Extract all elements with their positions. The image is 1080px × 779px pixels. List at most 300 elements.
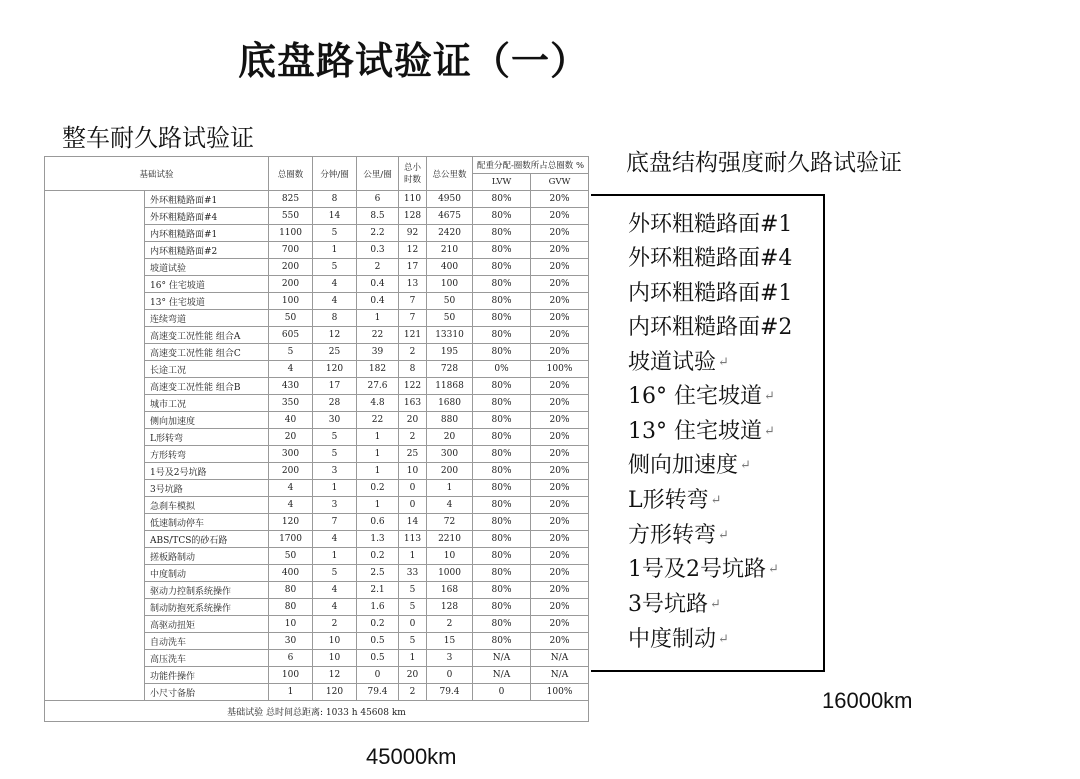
- cell-lvw: 80%: [473, 378, 531, 395]
- cell-total: 728: [427, 361, 473, 378]
- cell-hours: 2: [399, 344, 427, 361]
- test-table: [44, 156, 589, 722]
- cell-name: 急刹车模拟: [145, 497, 269, 514]
- cell-lvw: 80%: [473, 548, 531, 565]
- cell-laps: 4: [269, 480, 313, 497]
- cell-min: 5: [313, 225, 357, 242]
- cell-min: 12: [313, 667, 357, 684]
- cell-hours: 14: [399, 514, 427, 531]
- cell-min: 120: [313, 684, 357, 701]
- table-row: [45, 565, 589, 582]
- cell-min: 4: [313, 293, 357, 310]
- cell-laps: 4: [269, 361, 313, 378]
- cell-lvw: 80%: [473, 446, 531, 463]
- row-group-cell: [45, 514, 145, 531]
- chassis-test-label: L形转弯: [628, 488, 709, 514]
- chassis-test-list-box: [591, 194, 825, 672]
- cell-name: 侧向加速度: [145, 412, 269, 429]
- cell-laps: 1100: [269, 225, 313, 242]
- table-row: [45, 463, 589, 480]
- cell-total: 210: [427, 242, 473, 259]
- cell-total: 10: [427, 548, 473, 565]
- cell-total: 15: [427, 633, 473, 650]
- row-group-cell: [45, 361, 145, 378]
- cell-laps: 80: [269, 599, 313, 616]
- header-km-per-lap: 公里/圈: [357, 157, 399, 191]
- cell-total: 128: [427, 599, 473, 616]
- cell-km: 1: [357, 429, 399, 446]
- cell-hours: 17: [399, 259, 427, 276]
- cell-km: 22: [357, 327, 399, 344]
- cell-lvw: 80%: [473, 616, 531, 633]
- cell-min: 8: [313, 310, 357, 327]
- row-group-cell: [45, 208, 145, 225]
- cell-km: 0.5: [357, 650, 399, 667]
- cell-hours: 113: [399, 531, 427, 548]
- cell-km: 1: [357, 463, 399, 480]
- table-row: [45, 446, 589, 463]
- cell-min: 1: [313, 242, 357, 259]
- cell-name: 1号及2号坑路: [145, 463, 269, 480]
- cell-gvw: 20%: [531, 599, 589, 616]
- cell-total: 200: [427, 463, 473, 480]
- row-group-cell: [45, 344, 145, 361]
- cell-lvw: 80%: [473, 310, 531, 327]
- header-min-per-lap: 分钟/圈: [313, 157, 357, 191]
- cell-hours: 33: [399, 565, 427, 582]
- cell-gvw: 20%: [531, 412, 589, 429]
- cell-lvw: 80%: [473, 208, 531, 225]
- chassis-test-label: 内环粗糙路面#1: [628, 280, 793, 306]
- cell-total: 1680: [427, 395, 473, 412]
- cell-gvw: 20%: [531, 242, 589, 259]
- cell-total: 195: [427, 344, 473, 361]
- row-group-cell: [45, 191, 145, 208]
- table-summary: 基础试验 总时间总距离: 1033 h 45608 km: [45, 701, 589, 722]
- cell-min: 120: [313, 361, 357, 378]
- cell-laps: 1: [269, 684, 313, 701]
- cell-total: 4675: [427, 208, 473, 225]
- table-row: [45, 429, 589, 446]
- page-title: 底盘路试验证（一）: [238, 39, 590, 83]
- header-group: 基础试验: [45, 157, 269, 191]
- table-row: [45, 208, 589, 225]
- cell-gvw: 20%: [531, 446, 589, 463]
- cell-lvw: 80%: [473, 463, 531, 480]
- return-mark-icon: ↵: [718, 527, 729, 543]
- cell-name: 城市工况: [145, 395, 269, 412]
- cell-min: 7: [313, 514, 357, 531]
- cell-km: 2.5: [357, 565, 399, 582]
- cell-hours: 5: [399, 582, 427, 599]
- cell-lvw: 80%: [473, 242, 531, 259]
- cell-km: 0: [357, 667, 399, 684]
- cell-gvw: 20%: [531, 276, 589, 293]
- cell-min: 3: [313, 497, 357, 514]
- return-mark-icon: ↵: [710, 493, 722, 509]
- row-group-cell: [45, 616, 145, 633]
- cell-lvw: 80%: [473, 395, 531, 412]
- row-group-cell: [45, 548, 145, 565]
- cell-lvw: N/A: [473, 650, 531, 667]
- cell-km: 0.4: [357, 276, 399, 293]
- cell-name: 高驱动扭矩: [145, 616, 269, 633]
- cell-hours: 20: [399, 412, 427, 429]
- cell-km: 2: [357, 259, 399, 276]
- cell-lvw: 80%: [473, 531, 531, 548]
- cell-hours: 2: [399, 429, 427, 446]
- cell-min: 2: [313, 616, 357, 633]
- cell-min: 10: [313, 650, 357, 667]
- cell-hours: 110: [399, 191, 427, 208]
- cell-min: 5: [313, 565, 357, 582]
- cell-laps: 4: [269, 497, 313, 514]
- row-group-cell: [45, 463, 145, 480]
- cell-lvw: 80%: [473, 565, 531, 582]
- table-body: [45, 191, 589, 701]
- header-hours: 总小时数: [399, 157, 427, 191]
- return-mark-icon: ↵: [768, 562, 779, 578]
- table-row: [45, 582, 589, 599]
- cell-lvw: 80%: [473, 497, 531, 514]
- row-group-cell: [45, 412, 145, 429]
- cell-hours: 121: [399, 327, 427, 344]
- cell-total: 72: [427, 514, 473, 531]
- table-row: [45, 310, 589, 327]
- cell-gvw: N/A: [531, 667, 589, 684]
- row-group-cell: [45, 293, 145, 310]
- cell-gvw: 20%: [531, 293, 589, 310]
- cell-lvw: 80%: [473, 191, 531, 208]
- row-group-cell: [45, 378, 145, 395]
- cell-hours: 7: [399, 310, 427, 327]
- cell-total: 100: [427, 276, 473, 293]
- cell-hours: 5: [399, 633, 427, 650]
- cell-total: 50: [427, 293, 473, 310]
- cell-laps: 120: [269, 514, 313, 531]
- cell-hours: 13: [399, 276, 427, 293]
- cell-name: 搓板路制动: [145, 548, 269, 565]
- cell-min: 5: [313, 446, 357, 463]
- row-group-cell: [45, 650, 145, 667]
- cell-gvw: 20%: [531, 225, 589, 242]
- cell-min: 5: [313, 259, 357, 276]
- table-row: [45, 633, 589, 650]
- chassis-test-item: [628, 588, 823, 623]
- row-group-cell: [45, 497, 145, 514]
- cell-laps: 400: [269, 565, 313, 582]
- cell-km: 1: [357, 446, 399, 463]
- table-row: [45, 293, 589, 310]
- table-row: [45, 548, 589, 565]
- chassis-test-item: [628, 311, 823, 345]
- cell-lvw: 0: [473, 684, 531, 701]
- chassis-test-item: [628, 623, 823, 658]
- cell-total: 1000: [427, 565, 473, 582]
- chassis-test-item: [628, 519, 823, 554]
- row-group-cell: [45, 565, 145, 582]
- cell-gvw: 20%: [531, 616, 589, 633]
- cell-name: 中度制动: [145, 565, 269, 582]
- table-row: [45, 344, 589, 361]
- cell-name: 高速变工况性能 组合C: [145, 344, 269, 361]
- cell-hours: 12: [399, 242, 427, 259]
- cell-laps: 200: [269, 259, 313, 276]
- cell-lvw: 80%: [473, 480, 531, 497]
- chassis-test-label: 坡道试验: [628, 349, 717, 375]
- cell-km: 8.5: [357, 208, 399, 225]
- row-group-cell: [45, 582, 145, 599]
- chassis-test-label: 外环粗糙路面#4: [628, 246, 793, 272]
- right-subtitle: 底盘结构强度耐久路试验证: [626, 150, 902, 176]
- cell-lvw: 80%: [473, 412, 531, 429]
- cell-laps: 80: [269, 582, 313, 599]
- cell-name: 方形转弯: [145, 446, 269, 463]
- cell-total: 168: [427, 582, 473, 599]
- cell-laps: 605: [269, 327, 313, 344]
- cell-km: 27.6: [357, 378, 399, 395]
- row-group-cell: [45, 480, 145, 497]
- return-mark-icon: ↵: [764, 389, 775, 405]
- cell-name: 外环粗糙路面#4: [145, 208, 269, 225]
- cell-name: 低速制动停车: [145, 514, 269, 531]
- cell-hours: 92: [399, 225, 427, 242]
- cell-gvw: 20%: [531, 259, 589, 276]
- row-group-cell: [45, 599, 145, 616]
- left-subtitle: 整车耐久路试验证: [62, 124, 254, 152]
- cell-min: 12: [313, 327, 357, 344]
- cell-min: 30: [313, 412, 357, 429]
- chassis-test-label: 内环粗糙路面#2: [628, 315, 793, 341]
- chassis-test-item: [628, 346, 823, 381]
- cell-min: 14: [313, 208, 357, 225]
- cell-laps: 550: [269, 208, 313, 225]
- cell-name: 外环粗糙路面#1: [145, 191, 269, 208]
- chassis-test-label: 3号坑路: [628, 592, 708, 618]
- cell-lvw: 80%: [473, 429, 531, 446]
- return-mark-icon: ↵: [718, 631, 729, 647]
- row-group-cell: [45, 327, 145, 344]
- row-group-cell: [45, 446, 145, 463]
- cell-gvw: 100%: [531, 361, 589, 378]
- cell-hours: 0: [399, 616, 427, 633]
- cell-laps: 200: [269, 276, 313, 293]
- header-gvw: GVW: [531, 174, 589, 191]
- cell-laps: 40: [269, 412, 313, 429]
- table-row: [45, 531, 589, 548]
- cell-gvw: 20%: [531, 633, 589, 650]
- cell-name: 高压洗车: [145, 650, 269, 667]
- cell-hours: 1: [399, 650, 427, 667]
- chassis-test-item: [628, 553, 823, 588]
- cell-lvw: 80%: [473, 225, 531, 242]
- cell-laps: 100: [269, 293, 313, 310]
- row-group-cell: [45, 429, 145, 446]
- cell-gvw: 20%: [531, 208, 589, 225]
- cell-gvw: 20%: [531, 480, 589, 497]
- cell-name: 制动防抱死系统操作: [145, 599, 269, 616]
- table-row: [45, 412, 589, 429]
- cell-km: 1: [357, 497, 399, 514]
- cell-gvw: 20%: [531, 395, 589, 412]
- chassis-test-label: 方形转弯: [628, 522, 717, 548]
- return-mark-icon: ↵: [718, 354, 729, 370]
- cell-gvw: 20%: [531, 514, 589, 531]
- row-group-cell: [45, 684, 145, 701]
- cell-lvw: 80%: [473, 514, 531, 531]
- chassis-test-item: [628, 277, 823, 311]
- cell-total: 400: [427, 259, 473, 276]
- cell-hours: 163: [399, 395, 427, 412]
- table-row: [45, 667, 589, 684]
- cell-lvw: 80%: [473, 344, 531, 361]
- cell-km: 6: [357, 191, 399, 208]
- cell-name: 长途工况: [145, 361, 269, 378]
- cell-km: 1.3: [357, 531, 399, 548]
- cell-name: 自动洗车: [145, 633, 269, 650]
- cell-laps: 20: [269, 429, 313, 446]
- cell-gvw: 20%: [531, 310, 589, 327]
- cell-lvw: 0%: [473, 361, 531, 378]
- cell-name: 坡道试验: [145, 259, 269, 276]
- cell-gvw: 20%: [531, 497, 589, 514]
- cell-km: 0.2: [357, 616, 399, 633]
- row-group-cell: [45, 259, 145, 276]
- cell-min: 25: [313, 344, 357, 361]
- table-row: [45, 684, 589, 701]
- row-group-cell: [45, 395, 145, 412]
- cell-name: 高速变工况性能 组合A: [145, 327, 269, 344]
- chassis-test-item: [628, 415, 823, 450]
- cell-km: 39: [357, 344, 399, 361]
- cell-hours: 0: [399, 480, 427, 497]
- cell-laps: 50: [269, 310, 313, 327]
- cell-km: 0.2: [357, 480, 399, 497]
- cell-min: 17: [313, 378, 357, 395]
- table-row: [45, 225, 589, 242]
- cell-total: 4950: [427, 191, 473, 208]
- cell-gvw: 20%: [531, 463, 589, 480]
- row-group-cell: [45, 667, 145, 684]
- cell-gvw: 20%: [531, 191, 589, 208]
- cell-hours: 0: [399, 497, 427, 514]
- table-row: [45, 480, 589, 497]
- cell-total: 300: [427, 446, 473, 463]
- cell-min: 1: [313, 548, 357, 565]
- cell-laps: 300: [269, 446, 313, 463]
- row-group-cell: [45, 276, 145, 293]
- cell-km: 2.1: [357, 582, 399, 599]
- row-group-cell: [45, 531, 145, 548]
- table-row: [45, 378, 589, 395]
- cell-total: 79.4: [427, 684, 473, 701]
- left-distance: 45000km: [366, 744, 457, 769]
- cell-gvw: 20%: [531, 378, 589, 395]
- cell-lvw: 80%: [473, 327, 531, 344]
- header-config: 配重分配-圈数所占总圈数 %: [473, 157, 589, 174]
- table-row: [45, 191, 589, 208]
- chassis-test-label: 中度制动: [628, 626, 717, 652]
- cell-min: 4: [313, 276, 357, 293]
- cell-min: 28: [313, 395, 357, 412]
- cell-km: 2.2: [357, 225, 399, 242]
- cell-lvw: 80%: [473, 293, 531, 310]
- cell-total: 3: [427, 650, 473, 667]
- cell-gvw: 20%: [531, 582, 589, 599]
- return-mark-icon: ↵: [740, 458, 751, 474]
- cell-laps: 430: [269, 378, 313, 395]
- header-laps: 总圈数: [269, 157, 313, 191]
- cell-name: 内环粗糙路面#1: [145, 225, 269, 242]
- cell-total: 13310: [427, 327, 473, 344]
- chassis-test-item: [628, 484, 823, 519]
- chassis-test-label: 13° 住宅坡道: [628, 419, 762, 445]
- cell-name: 连续弯道: [145, 310, 269, 327]
- table-row: [45, 616, 589, 633]
- cell-total: 4: [427, 497, 473, 514]
- cell-laps: 50: [269, 548, 313, 565]
- cell-hours: 7: [399, 293, 427, 310]
- chassis-test-label: 16° 住宅坡道: [628, 384, 762, 410]
- cell-min: 1: [313, 480, 357, 497]
- cell-hours: 20: [399, 667, 427, 684]
- row-group-cell: [45, 242, 145, 259]
- cell-name: 驱动力控制系统操作: [145, 582, 269, 599]
- cell-name: L形转弯: [145, 429, 269, 446]
- cell-hours: 1: [399, 548, 427, 565]
- cell-min: 8: [313, 191, 357, 208]
- cell-hours: 8: [399, 361, 427, 378]
- table-row: [45, 395, 589, 412]
- chassis-test-list: [591, 196, 823, 657]
- cell-lvw: 80%: [473, 633, 531, 650]
- table-row: [45, 327, 589, 344]
- table-row: [45, 514, 589, 531]
- cell-total: 0: [427, 667, 473, 684]
- header-total-km: 总公里数: [427, 157, 473, 191]
- cell-hours: 128: [399, 208, 427, 225]
- cell-laps: 100: [269, 667, 313, 684]
- chassis-test-item: [628, 380, 823, 415]
- cell-gvw: 20%: [531, 531, 589, 548]
- chassis-test-label: 侧向加速度: [628, 453, 739, 479]
- cell-hours: 10: [399, 463, 427, 480]
- cell-min: 4: [313, 582, 357, 599]
- cell-min: 4: [313, 531, 357, 548]
- cell-km: 182: [357, 361, 399, 378]
- chassis-test-label: 1号及2号坑路: [628, 557, 766, 583]
- cell-total: 2210: [427, 531, 473, 548]
- row-group-cell: [45, 310, 145, 327]
- cell-total: 11868: [427, 378, 473, 395]
- cell-hours: 25: [399, 446, 427, 463]
- cell-lvw: 80%: [473, 582, 531, 599]
- cell-min: 5: [313, 429, 357, 446]
- cell-km: 1.6: [357, 599, 399, 616]
- right-distance: 16000km: [822, 688, 913, 713]
- cell-name: 小尺寸备胎: [145, 684, 269, 701]
- cell-hours: 5: [399, 599, 427, 616]
- cell-gvw: 100%: [531, 684, 589, 701]
- cell-total: 50: [427, 310, 473, 327]
- cell-name: 16° 住宅坡道: [145, 276, 269, 293]
- cell-km: 22: [357, 412, 399, 429]
- cell-name: 高速变工况性能 组合B: [145, 378, 269, 395]
- cell-laps: 5: [269, 344, 313, 361]
- cell-lvw: N/A: [473, 667, 531, 684]
- table-row: [45, 242, 589, 259]
- cell-km: 1: [357, 310, 399, 327]
